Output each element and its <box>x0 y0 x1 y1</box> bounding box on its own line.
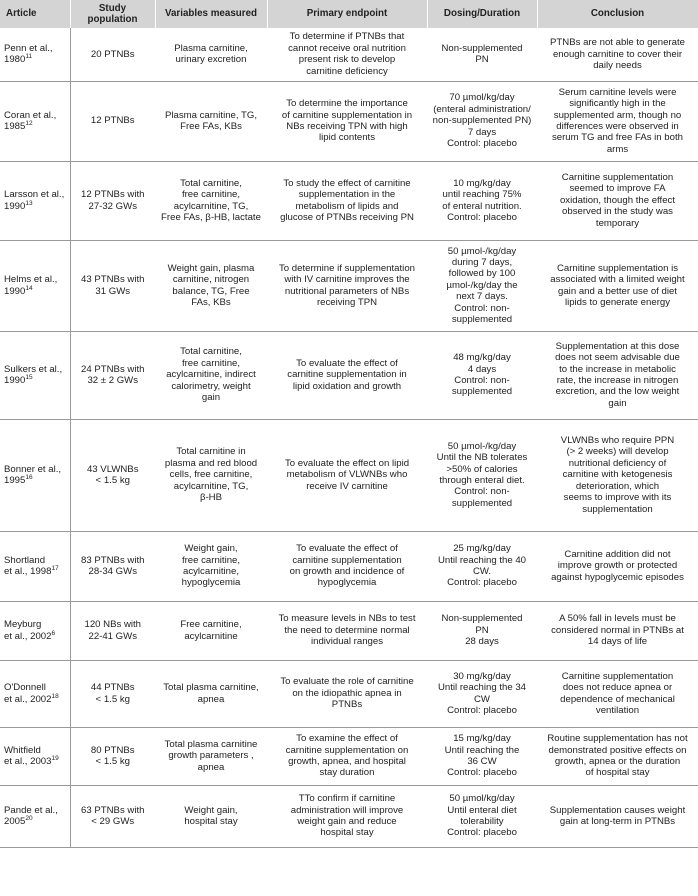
article-citation: Pande et al., 2005 <box>4 804 58 827</box>
variables-cell: Total carnitine, free carnitine, acylcarnitine, TG, Free FAs, β-HB, lactate <box>155 161 267 240</box>
dosing-cell: 25 mg/kg/day Until reaching the 40 CW. Control: placebo <box>427 531 537 601</box>
population-cell: 20 PTNBs <box>70 28 155 81</box>
reference-number: 19 <box>51 754 59 762</box>
article-citation: Meyburg et al., 2002 <box>4 619 52 642</box>
conclusion-cell: Carnitine supplementation does not reduce apnea or dependence of mechanical ventilation <box>537 660 698 727</box>
article-citation: Whitfield et al., 2003 <box>4 744 52 767</box>
header-primary-endpoint: Primary endpoint <box>267 0 427 28</box>
reference-number: 14 <box>25 284 33 292</box>
endpoint-cell: To evaluate the effect on lipid metabolism of VLWNBs who receive IV carnitine <box>267 419 427 531</box>
reference-number: 16 <box>25 473 33 481</box>
article-cell <box>0 785 70 847</box>
population-cell: 24 PTNBs with 32 ± 2 GWs <box>70 331 155 419</box>
endpoint-cell: To examine the effect of carnitine supplementation on growth, apnea, and hospital stay duration <box>267 727 427 785</box>
variables-cell: Plasma carnitine, TG, Free FAs, KBs <box>155 81 267 161</box>
table-row <box>0 727 698 785</box>
header-study-population: Study population <box>70 0 155 28</box>
conclusion-cell: Carnitine addition did not improve growth or protected against hypoglycemic episodes <box>537 531 698 601</box>
dosing-cell: 50 µmol-/kg/day during 7 days, followed by 100 µmol-/kg/day the next 7 days. Control: non- supplemented <box>427 240 537 331</box>
conclusion-cell: Carnitine supplementation seemed to improve FA oxidation, though the effect observed in the study was temporary <box>537 161 698 240</box>
endpoint-cell: To determine if supplementation with IV carnitine improves the nutritional parameters of NBs receiving TPN <box>267 240 427 331</box>
population-cell: 44 PTNBs < 1.5 kg <box>70 660 155 727</box>
header-article: Article <box>0 0 70 28</box>
table-row <box>0 161 698 240</box>
dosing-cell: 50 µmol/kg/day Until enteral diet tolerability Control: placebo <box>427 785 537 847</box>
article-cell <box>0 331 70 419</box>
variables-cell: Total plasma carnitine, apnea <box>155 660 267 727</box>
table-row <box>0 240 698 331</box>
article-cell <box>0 419 70 531</box>
header-dosing-duration: Dosing/Duration <box>427 0 537 28</box>
article-citation: Penn et al., 1980 <box>4 42 53 66</box>
variables-cell: Weight gain, plasma carnitine, nitrogen balance, TG, Free FAs, KBs <box>155 240 267 331</box>
dosing-cell: 30 mg/kg/day Until reaching the 34 CW Control: placebo <box>427 660 537 727</box>
table-row <box>0 785 698 847</box>
dosing-cell: 50 µmol-/kg/day Until the NB tolerates >50% of calories through enteral diet. Control: non- supplemented <box>427 419 537 531</box>
variables-cell: Total carnitine in plasma and red blood cells, free carnitine, acylcarnitine, TG, β-HB <box>155 419 267 531</box>
endpoint-cell: To determine the importance of carnitine supplementation in NBs receiving TPN with high lipid contents <box>267 81 427 161</box>
article-cell <box>0 660 70 727</box>
endpoint-cell: To study the effect of carnitine supplementation in the metabolism of lipids and glucose of PTNBs receiving PN <box>267 161 427 240</box>
article-citation: Larsson et al., 1990 <box>4 189 65 212</box>
population-cell: 43 PTNBs with 31 GWs <box>70 240 155 331</box>
dosing-cell: Non-supplemented PN <box>427 28 537 81</box>
table-row <box>0 81 698 161</box>
article-citation: Shortland et al., 1998 <box>4 554 52 577</box>
conclusion-cell: VLWNBs who require PPN (> 2 weeks) will develop nutritional deficiency of carnitine with ketogenesis deterioration, which seems to improve with its supplementation <box>537 419 698 531</box>
population-cell: 12 PTNBs with 27-32 GWs <box>70 161 155 240</box>
population-cell: 43 VLWNBs < 1.5 kg <box>70 419 155 531</box>
reference-number: 18 <box>51 692 59 700</box>
endpoint-cell: TTo confirm if carnitine administration will improve weight gain and reduce hospital stay <box>267 785 427 847</box>
table-row <box>0 331 698 419</box>
reference-number: 12 <box>25 119 33 127</box>
article-cell <box>0 161 70 240</box>
table-row <box>0 601 698 660</box>
article-cell <box>0 727 70 785</box>
endpoint-cell: To evaluate the role of carnitine on the idiopathic apnea in PTNBs <box>267 660 427 727</box>
variables-cell: Free carnitine, acylcarnitine <box>155 601 267 660</box>
variables-cell: Plasma carnitine, urinary excretion <box>155 28 267 81</box>
population-cell: 120 NBs with 22-41 GWs <box>70 601 155 660</box>
population-cell: 12 PTNBs <box>70 81 155 161</box>
reference-number: 20 <box>25 814 33 822</box>
conclusion-cell: Serum carnitine levels were significantly high in the supplemented arm, though no differences were observed in serum TG and free FAs in both arms <box>537 81 698 161</box>
table-row <box>0 660 698 727</box>
dosing-cell: 15 mg/kg/day Until reaching the 36 CW Control: placebo <box>427 727 537 785</box>
table-row <box>0 28 698 81</box>
variables-cell: Total plasma carnitine growth parameters , apnea <box>155 727 267 785</box>
article-cell <box>0 28 70 81</box>
population-cell: 83 PTNBs with 28-34 GWs <box>70 531 155 601</box>
reference-number: 6 <box>51 629 56 637</box>
reference-number: 17 <box>51 564 59 572</box>
article-cell <box>0 601 70 660</box>
reference-number: 11 <box>25 53 33 61</box>
endpoint-cell: To measure levels in NBs to test the need to determine normal individual ranges <box>267 601 427 660</box>
variables-cell: Weight gain, free carnitine, acylcarnitine, hypoglycemia <box>155 531 267 601</box>
header-row <box>0 0 698 28</box>
population-cell: 80 PTNBs < 1.5 kg <box>70 727 155 785</box>
variables-cell: Total carnitine, free carnitine, acylcarnitine, indirect calorimetry, weight gain <box>155 331 267 419</box>
endpoint-cell: To evaluate the effect of carnitine supplementation in lipid oxidation and growth <box>267 331 427 419</box>
endpoint-cell: To determine if PTNBs that cannot receive oral nutrition present risk to develop carnitine deficiency <box>267 28 427 81</box>
header-variables-measured: Variables measured <box>155 0 267 28</box>
dosing-cell: 48 mg/kg/day 4 days Control: non- supplemented <box>427 331 537 419</box>
conclusion-cell: Routine supplementation has not demonstrated positive effects on growth, apnea or the duration of hospital stay <box>537 727 698 785</box>
dosing-cell: 10 mg/kg/day until reaching 75% of enteral nutrition. Control: placebo <box>427 161 537 240</box>
article-cell <box>0 531 70 601</box>
table-row <box>0 531 698 601</box>
article-citation: Helms et al., 1990 <box>4 274 58 297</box>
reference-number: 13 <box>25 199 33 207</box>
conclusion-cell: Supplementation at this dose does not seem advisable due to the increase in metabolic rate, the increase in nitrogen excretion, and the low weight gain <box>537 331 698 419</box>
variables-cell: Weight gain, hospital stay <box>155 785 267 847</box>
article-citation: Sulkers et al., 1990 <box>4 363 63 386</box>
endpoint-cell: To evaluate the effect of carnitine supplementation on growth and incidence of hypoglycemia <box>267 531 427 601</box>
reference-number: 15 <box>25 373 33 381</box>
article-citation: Bonner et al., 1995 <box>4 463 62 486</box>
article-cell <box>0 81 70 161</box>
dosing-cell: 70 µmol/kg/day (enteral administration/ non-supplemented PN) 7 days Control: placebo <box>427 81 537 161</box>
conclusion-cell: Carnitine supplementation is associated with a limited weight gain and a better use of diet lipids to generate energy <box>537 240 698 331</box>
population-cell: 63 PTNBs with < 29 GWs <box>70 785 155 847</box>
article-citation: O'Donnell et al., 2002 <box>4 682 52 705</box>
article-citation: Coran et al., 1985 <box>4 109 57 132</box>
table-row <box>0 419 698 531</box>
dosing-cell: Non-supplemented PN 28 days <box>427 601 537 660</box>
conclusion-cell: Supplementation causes weight gain at long-term in PTNBs <box>537 785 698 847</box>
article-cell <box>0 240 70 331</box>
header-conclusion: Conclusion <box>537 0 698 28</box>
conclusion-cell: PTNBs are not able to generate enough carnitine to cover their daily needs <box>537 28 698 81</box>
conclusion-cell: A 50% fall in levels must be considered normal in PTNBs at 14 days of life <box>537 601 698 660</box>
